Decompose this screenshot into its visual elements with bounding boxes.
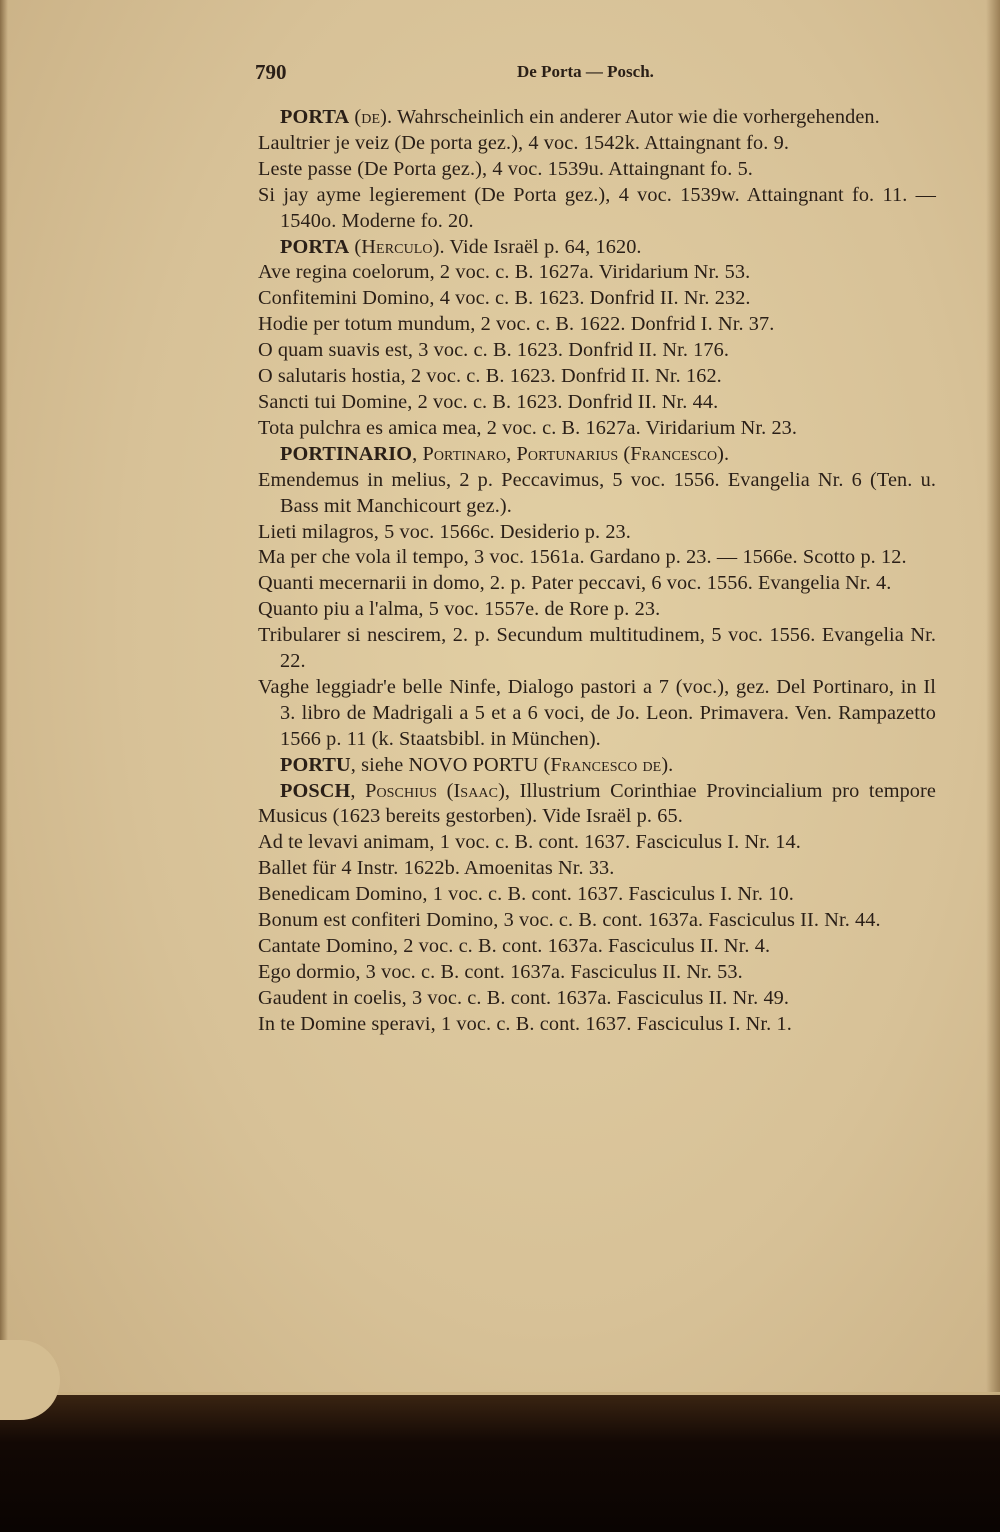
scan-dark-background xyxy=(0,1395,1000,1532)
page-body-text xyxy=(258,105,936,1038)
work-entry-paragraph xyxy=(258,416,936,442)
entry-text: ), Illustrium Corinthiae Provincialium pro tempore Musicus (1623 bereits gestorben). Vide Israël p. 65. xyxy=(258,779,937,828)
work-entry-paragraph xyxy=(258,960,936,986)
composer-name: POSCH xyxy=(280,779,351,802)
entry-text: Si jay ayme legierement (De Porta gez.), 4 voc. 1539w. Attaingnant fo. 11. — 1540o. Moderne fo. 20. xyxy=(258,183,936,232)
entry-text: Cantate Domino, 2 voc. c. B. cont. 1637a. Fasciculus II. Nr. 4. xyxy=(258,935,771,957)
entry-text: Bonum est confiteri Domino, 3 voc. c. B. cont. 1637a. Fasciculus II. Nr. 44. xyxy=(258,909,881,932)
work-entry-paragraph xyxy=(258,623,936,675)
entry-text: Tribularer si nescirem, 2. p. Secundum multitudinem, 5 voc. 1556. Evangelia Nr. 22. xyxy=(258,624,936,673)
composer-name: PORTA xyxy=(280,235,350,258)
entry-text: , xyxy=(506,442,517,465)
entry-text: ( xyxy=(349,235,362,258)
entry-heading-paragraph xyxy=(258,442,936,468)
entry-text: ( xyxy=(437,779,454,802)
work-entry-paragraph xyxy=(258,364,936,390)
entry-text: Quanto piu a l'alma, 5 voc. 1557e. de Rore p. 23. xyxy=(258,598,661,621)
work-entry-paragraph xyxy=(258,1012,936,1038)
entry-text: Quanti mecernarii in domo, 2. p. Pater peccavi, 6 voc. 1556. Evangelia Nr. 4. xyxy=(258,572,892,595)
entry-text: Laultrier je veiz (De porta gez.), 4 voc. 1542k. Attaingnant fo. 9. xyxy=(258,131,790,154)
work-entry-paragraph xyxy=(258,390,936,416)
page-header xyxy=(255,60,955,88)
work-entry-paragraph xyxy=(258,520,936,546)
work-entry-paragraph xyxy=(258,183,936,235)
work-entry-paragraph xyxy=(258,856,936,882)
small-caps-text: Isaac xyxy=(453,779,499,802)
composer-name: PORTA xyxy=(280,106,350,128)
entry-text: Gaudent in coelis, 3 voc. c. B. cont. 1637a. Fasciculus II. Nr. 49. xyxy=(258,986,790,1009)
entry-text: Tota pulchra es amica mea, 2 voc. c. B. 1627a. Viridarium Nr. 23. xyxy=(258,416,798,439)
entry-heading-paragraph xyxy=(258,753,936,779)
entry-heading-paragraph xyxy=(258,105,936,131)
page-right-edge-shadow xyxy=(986,0,1000,1532)
work-entry-paragraph xyxy=(258,830,936,856)
entry-text: Ave regina coelorum, 2 voc. c. B. 1627a. Viridarium Nr. 53. xyxy=(258,261,751,284)
entry-text: , xyxy=(412,442,423,465)
entry-text: , siehe NOVO PORTU ( xyxy=(350,753,551,776)
work-entry-paragraph xyxy=(258,986,936,1012)
small-caps-text: Poschius xyxy=(365,779,438,802)
entry-text: Ego dormio, 3 voc. c. B. cont. 1637a. Fasciculus II. Nr. 53. xyxy=(258,960,743,983)
running-title: De Porta — Posch. xyxy=(517,62,654,81)
entry-text: Lieti milagros, 5 voc. 1566c. Desiderio p. 23. xyxy=(258,520,631,543)
small-caps-text: de xyxy=(361,106,381,128)
small-caps-text: Francesco de xyxy=(550,753,662,776)
entry-text: Benedicam Domino, 1 voc. c. B. cont. 1637. Fasciculus I. Nr. 10. xyxy=(258,883,794,906)
entry-text: Ad te levavi animam, 1 voc. c. B. cont. 1637. Fasciculus I. Nr. 14. xyxy=(258,831,801,854)
entry-text: Ballet für 4 Instr. 1622b. Amoenitas Nr. 33. xyxy=(258,857,615,880)
work-entry-paragraph xyxy=(258,675,936,753)
work-entry-paragraph xyxy=(258,571,936,597)
entry-text: Hodie per totum mundum, 2 voc. c. B. 1622. Donfrid I. Nr. 37. xyxy=(258,313,775,336)
entry-text: , xyxy=(350,779,366,802)
entry-text: Ma per che vola il tempo, 3 voc. 1561a. Gardano p. 23. — 1566e. Scotto p. 12. xyxy=(258,546,907,569)
entry-text: ). Wahrscheinlich ein anderer Autor wie die vorhergehenden. xyxy=(380,106,880,128)
work-entry-paragraph xyxy=(258,545,936,571)
page-number: 790 xyxy=(255,60,287,84)
work-entry-paragraph xyxy=(258,131,936,157)
entry-text: Emendemus in melius, 2 p. Peccavimus, 5 voc. 1556. Evangelia Nr. 6 (Ten. u. Bass mit Manchicourt gez.). xyxy=(258,468,936,517)
work-entry-paragraph xyxy=(258,468,936,520)
entry-text: In te Domine speravi, 1 voc. c. B. cont. 1637. Fasciculus I. Nr. 1. xyxy=(258,1012,792,1035)
entry-heading-paragraph xyxy=(258,779,936,831)
work-entry-paragraph xyxy=(258,934,936,960)
entry-text: Sancti tui Domine, 2 voc. c. B. 1623. Donfrid II. Nr. 44. xyxy=(258,390,719,413)
entry-text: Vaghe leggiadr'e belle Ninfe, Dialogo pastori a 7 (voc.), gez. Del Portinaro, in Il 3. libro de Madrigali a 5 et a 6 voci, de Jo. Leon. Primavera. Ven. Rampazetto 1566 p. 11 (k. Staatsbibl. in München). xyxy=(258,675,936,750)
small-caps-text: Portinaro xyxy=(422,442,507,465)
composer-name: PORTINARIO xyxy=(280,442,413,465)
work-entry-paragraph xyxy=(258,908,936,934)
work-entry-paragraph xyxy=(258,286,936,312)
composer-name: PORTU xyxy=(280,753,351,776)
small-caps-text: Portunarius xyxy=(516,442,619,465)
entry-text: O quam suavis est, 3 voc. c. B. 1623. Donfrid II. Nr. 176. xyxy=(258,339,730,362)
work-entry-paragraph xyxy=(258,260,936,286)
entry-text: ). xyxy=(661,753,674,776)
entry-text: ). xyxy=(717,442,730,465)
entry-text: ( xyxy=(618,442,631,465)
small-caps-text: Francesco xyxy=(630,442,718,465)
work-entry-paragraph xyxy=(258,882,936,908)
entry-text: ). Vide Israël p. 64, 1620. xyxy=(432,235,642,258)
work-entry-paragraph xyxy=(258,312,936,338)
entry-text: Confitemini Domino, 4 voc. c. B. 1623. Donfrid II. Nr. 232. xyxy=(258,287,751,310)
entry-text: ( xyxy=(349,106,362,128)
entry-text: O salutaris hostia, 2 voc. c. B. 1623. Donfrid II. Nr. 162. xyxy=(258,365,722,388)
work-entry-paragraph xyxy=(258,157,936,183)
page-left-edge-shadow xyxy=(0,0,8,1532)
work-entry-paragraph xyxy=(258,597,936,623)
entry-heading-paragraph xyxy=(258,235,936,261)
entry-text: Leste passe (De Porta gez.), 4 voc. 1539u. Attaingnant fo. 5. xyxy=(258,157,753,180)
small-caps-text: Herculo xyxy=(361,235,433,258)
work-entry-paragraph xyxy=(258,338,936,364)
